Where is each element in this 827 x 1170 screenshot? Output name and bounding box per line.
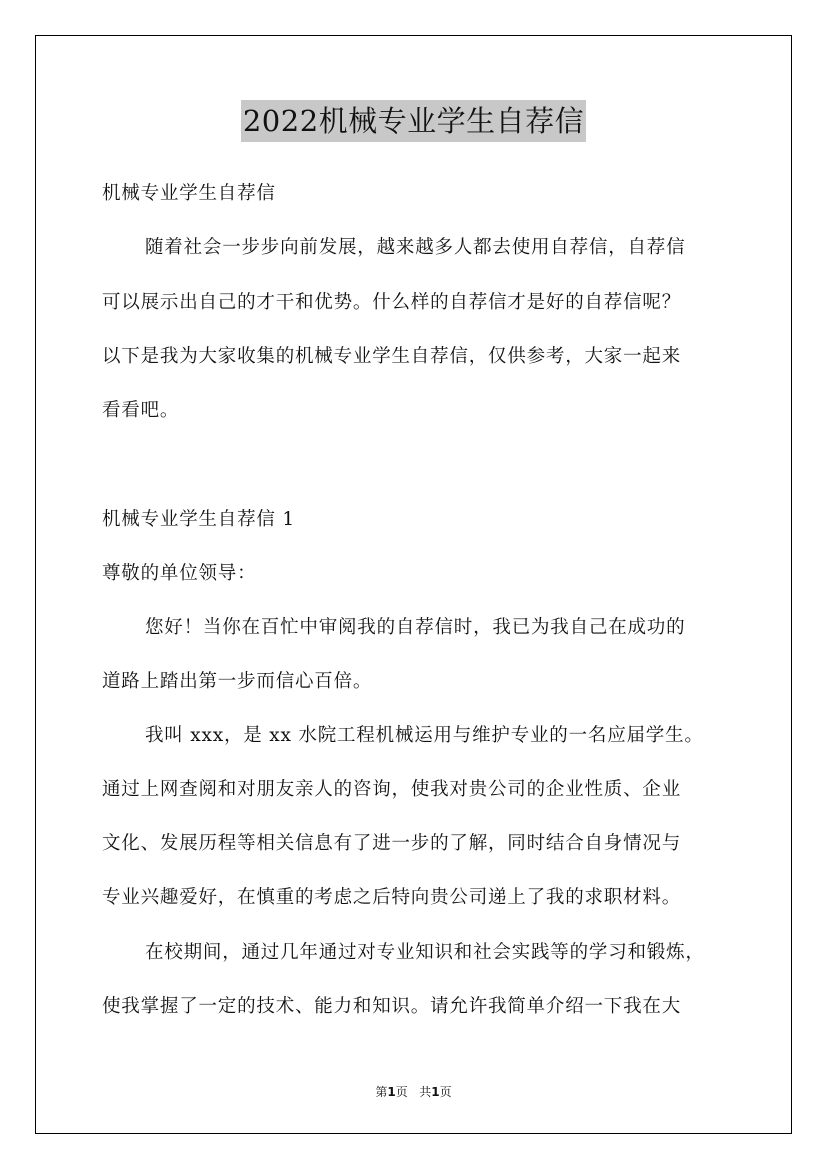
paragraph-line: 专业兴趣爱好，在慎重的考虑之后特向贵公司递上了我的求职材料。 (102, 887, 682, 908)
paragraph-line: 随着社会一步步向前发展，越来越多人都去使用自荐信，自荐信 (145, 237, 686, 258)
title-container (0, 100, 827, 142)
paragraph-line: 使我掌握了一定的技术、能力和知识。请允许我简单介绍一下我在大 (102, 996, 682, 1017)
page-number: 1 (387, 1085, 396, 1099)
paragraph-line: 以下是我为大家收集的机械专业学生自荐信，仅供参考，大家一起来 (102, 346, 682, 367)
paragraph-line: 我叫 xxx，是 xx 水院工程机械运用与维护专业的一名应届学生。 (145, 725, 704, 746)
total-label-prefix: 共 (419, 1085, 432, 1099)
page-footer (0, 1083, 827, 1100)
document-title: 2022机械专业学生自荐信 (241, 100, 586, 142)
total-label-suffix: 页 (439, 1085, 452, 1099)
paragraph-line: 文化、发展历程等相关信息有了进一步的了解，同时结合自身情况与 (102, 833, 682, 854)
paragraph-line: 可以展示出自己的才干和优势。什么样的自荐信才是好的自荐信呢？ (102, 292, 682, 313)
paragraph-line: 道路上踏出第一步而信心百倍。 (102, 671, 373, 692)
salutation: 尊敬的单位领导： (102, 563, 257, 584)
paragraph-line: 看看吧。 (102, 400, 180, 421)
paragraph-line: 通过上网查阅和对朋友亲人的咨询，使我对贵公司的企业性质、企业 (102, 779, 682, 800)
total-pages: 1 (431, 1085, 440, 1099)
page-label-prefix: 第 (375, 1085, 388, 1099)
paragraph-line: 您好！当你在百忙中审阅我的自荐信时，我已为我自己在成功的 (145, 617, 686, 638)
page-label-suffix: 页 (395, 1085, 408, 1099)
paragraph-line: 在校期间，通过几年通过对专业知识和社会实践等的学习和锻炼， (145, 942, 705, 963)
section-heading: 机械专业学生自荐信 (102, 183, 276, 204)
section-heading: 机械专业学生自荐信 1 (102, 509, 295, 530)
